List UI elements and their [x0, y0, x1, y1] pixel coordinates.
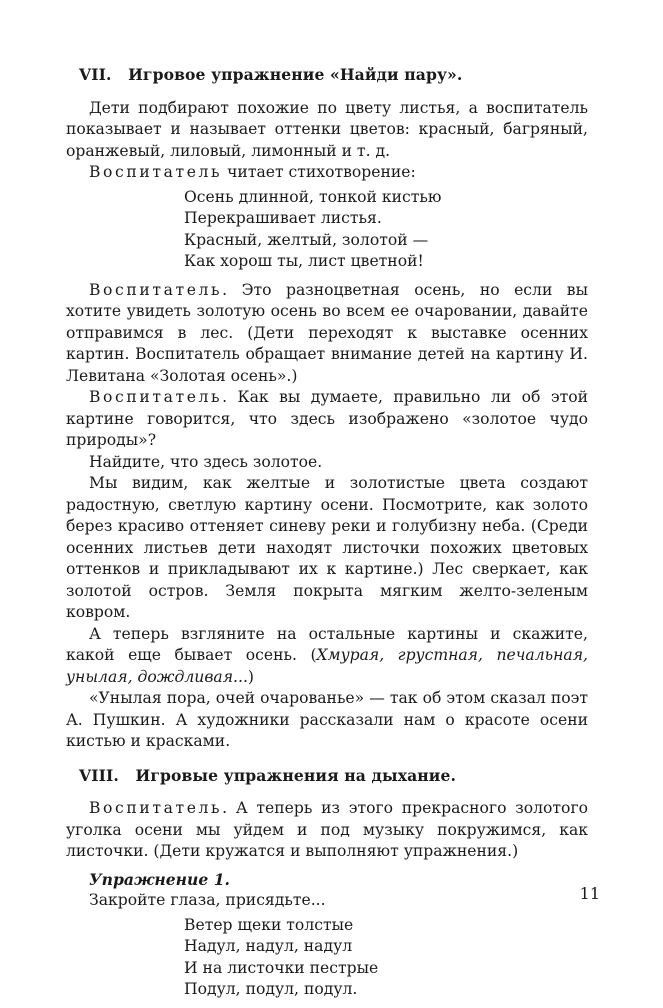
poem-line: Красный, желтый, золотой — [184, 230, 429, 249]
speaker-label: Воспитатель [89, 163, 223, 181]
italic-answer: Хмурая, грустная, печальная, унылая, дождливая... [66, 646, 589, 686]
poem-block [184, 187, 588, 273]
exercise-title: Упражнение 1. [89, 869, 230, 889]
paragraph: Мы видим, как желтые и золотистые цвета создают радостную, светлую картину осени. Посмотрите, как золото берез красиво оттеняет синеву реки и голубизну неба. (Среди осенних листьев дети находят листочки похожих цветовых оттенков и прикладывают их к картине.) Лес сверкает, как золотой остров. Земля покрыта мягким желто-зеленым ковром. [66, 474, 588, 621]
section-heading-vii: VII. Игровое упражнение «Найди пару». [79, 65, 463, 84]
poem-line: И на листочки пестрые [184, 958, 379, 977]
paragraph [66, 162, 588, 184]
paragraph [66, 280, 588, 388]
speaker-label: Воспитатель [89, 280, 223, 299]
page-number: 11 [579, 884, 600, 903]
poem-line: Надул, надул, надул [184, 937, 353, 955]
paragraph-text: ) [247, 667, 254, 686]
poem-line: Ветер щеки толстые [184, 915, 354, 934]
section-heading-viii: VIII. Игровые упражнения на дыхание. [79, 765, 457, 785]
speaker-label: Воспитатель [89, 799, 223, 817]
paragraph: «Унылая пора, очей очарованье» — так об этом сказал поэт А. Пушкин. А художники рассказали нам о красоте осени кистью и красками. [66, 689, 588, 750]
paragraph-text: А теперь взгляните на остальные картины и скажите, какой еще бывает осень. ( [66, 624, 588, 664]
paragraph: Закройте глаза, присядьте... [89, 891, 326, 909]
poem-block [184, 915, 588, 1001]
poem-line: Осень длинной, тонкой кистью [184, 187, 442, 206]
paragraph-text: . Как вы думаете, правильно ли об этой картине говорится, что здесь изображено «золотое чудо природы»? [66, 388, 588, 449]
paragraph-text: читает стихотворение: [222, 163, 416, 181]
paragraph [66, 624, 588, 689]
poem-line: Как хорош ты, лист цветной! [184, 252, 424, 270]
paragraph: Дети подбирают похожие по цвету листья, а воспитатель показывает и называет оттенки цветов: красный, багряный, оранжевый, лиловый, лимонный и т. д. [66, 98, 588, 160]
paragraph [66, 387, 588, 452]
paragraph-text: . А теперь из этого прекрасного золотого уголка осени мы уйдем и под музыку покружимся, как листочки. (Дети кружатся и выполняют упражнения.) [66, 799, 588, 860]
paragraph-text: . Это разноцветная осень, но если вы хотите увидеть золотую осень во всем ее очаровании, давайте отправимся в лес. (Дети переходят к выставке осенних картин. Воспитатель обращает внимание детей на картину И. Левитана «Золотая осень».) [66, 280, 588, 385]
page-content [66, 64, 588, 1008]
poem-line: Перекрашивает листья. [184, 209, 382, 227]
paragraph [66, 798, 588, 863]
paragraph: Найдите, что здесь золотое. [89, 452, 323, 471]
poem-line: Подул, подул, подул. [184, 980, 358, 998]
speaker-label: Воспитатель [89, 388, 223, 406]
